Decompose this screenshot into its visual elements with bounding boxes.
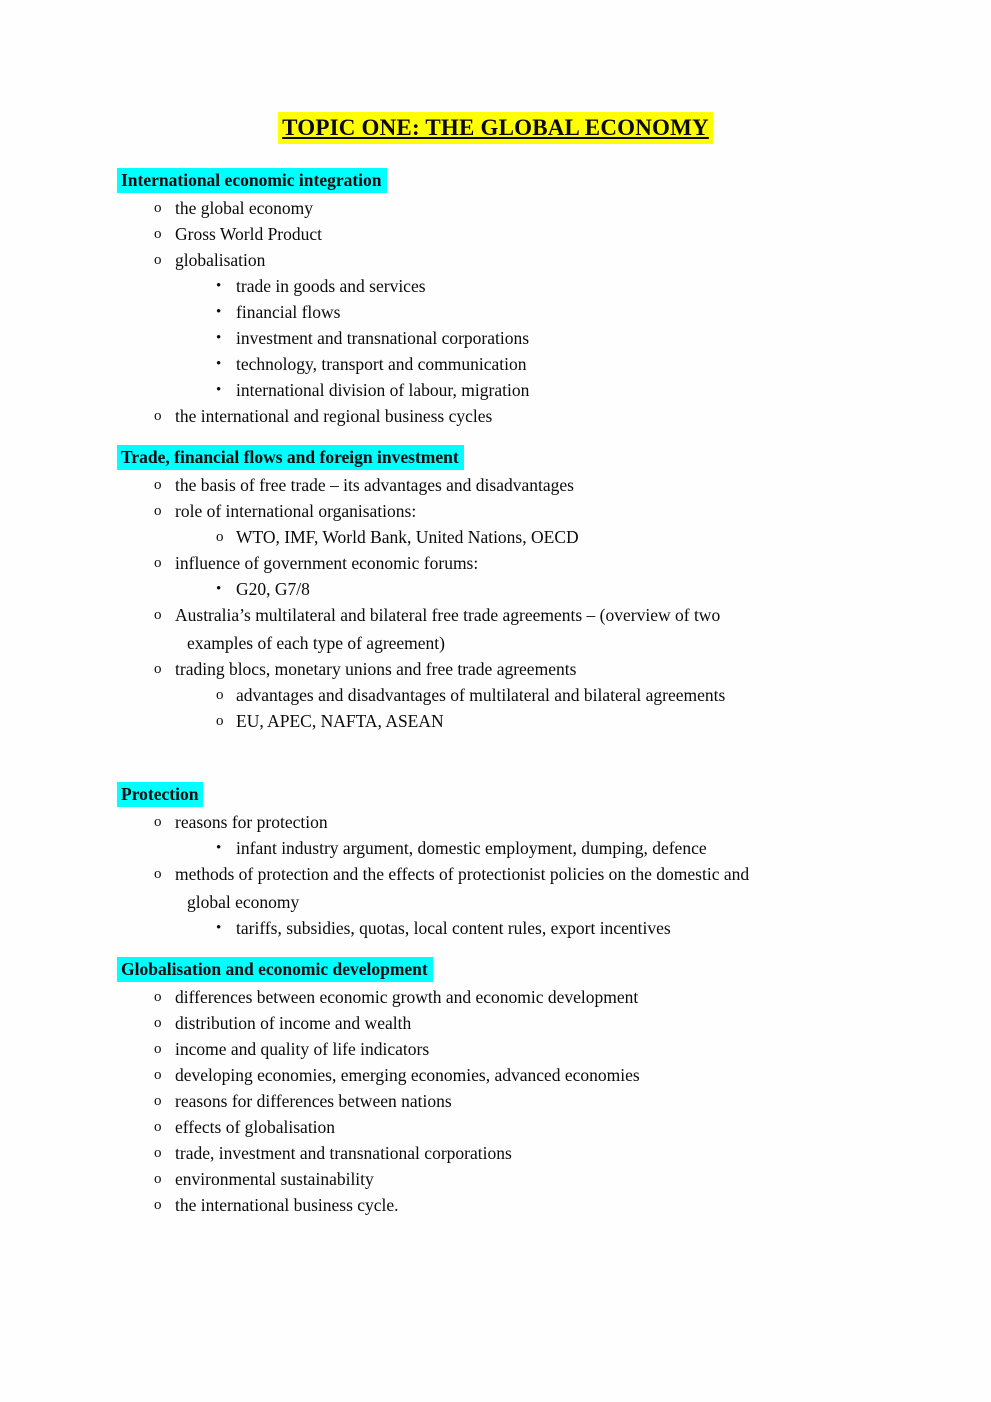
list-item-text: role of international organisations: bbox=[175, 501, 417, 521]
hollow-bullet-icon: o bbox=[154, 814, 162, 830]
list-item-text: technology, transport and communication bbox=[236, 354, 527, 374]
list-item-text: differences between economic growth and economic development bbox=[175, 987, 639, 1007]
list-item-text: methods of protection and the effects of protectionist policies on the domestic and bbox=[175, 864, 750, 884]
hollow-bullet-icon: o bbox=[154, 1145, 162, 1161]
list-item bbox=[117, 1010, 951, 1036]
list-item-text: investment and transnational corporations bbox=[236, 328, 530, 348]
hollow-bullet-icon: o bbox=[216, 687, 224, 703]
list-item-continuation-text: global economy bbox=[187, 892, 300, 912]
list-item-text: globalisation bbox=[175, 250, 266, 270]
list-item-text: influence of government economic forums: bbox=[175, 553, 479, 573]
list-item bbox=[117, 984, 951, 1010]
list-item bbox=[117, 682, 951, 708]
hollow-bullet-icon: o bbox=[154, 1093, 162, 1109]
filled-bullet-icon: • bbox=[216, 581, 222, 597]
list-item-text: the international business cycle. bbox=[175, 1195, 399, 1215]
hollow-bullet-icon: o bbox=[216, 529, 224, 545]
list-item-text: effects of globalisation bbox=[175, 1117, 336, 1137]
list-item-text: EU, APEC, NAFTA, ASEAN bbox=[236, 711, 444, 731]
bullet-list-level-2 bbox=[117, 524, 951, 550]
list-item bbox=[117, 377, 951, 403]
list-item bbox=[117, 656, 951, 682]
bullet-list-level-1 bbox=[117, 550, 951, 576]
list-item bbox=[117, 576, 951, 602]
hollow-bullet-icon: o bbox=[154, 408, 162, 424]
section-heading bbox=[117, 957, 951, 982]
hollow-bullet-icon: o bbox=[154, 661, 162, 677]
list-item bbox=[117, 1166, 951, 1192]
list-item bbox=[117, 221, 951, 247]
list-item-text: G20, G7/8 bbox=[236, 579, 310, 599]
list-item-text: trade, investment and transnational corporations bbox=[175, 1143, 512, 1163]
list-item-text: developing economies, emerging economies, advanced economies bbox=[175, 1065, 640, 1085]
filled-bullet-icon: • bbox=[216, 356, 222, 372]
hollow-bullet-icon: o bbox=[154, 1041, 162, 1057]
section-heading-text: Protection bbox=[117, 782, 203, 807]
document-section bbox=[117, 429, 951, 734]
section-heading bbox=[117, 782, 951, 807]
list-item bbox=[117, 1036, 951, 1062]
list-item-text: the global economy bbox=[175, 198, 314, 218]
list-item bbox=[117, 403, 951, 429]
section-heading bbox=[117, 445, 951, 470]
bullet-list-level-1 bbox=[117, 602, 951, 682]
list-item bbox=[117, 809, 951, 835]
list-item-text: trade in goods and services bbox=[236, 276, 426, 296]
list-item-text: WTO, IMF, World Bank, United Nations, OECD bbox=[236, 527, 579, 547]
list-item-text: Australia’s multilateral and bilateral free trade agreements – (overview of two bbox=[175, 605, 721, 625]
list-item-text: tariffs, subsidies, quotas, local content rules, export incentives bbox=[236, 918, 671, 938]
list-item bbox=[117, 1192, 951, 1218]
list-item bbox=[117, 861, 951, 915]
list-item bbox=[117, 550, 951, 576]
list-item bbox=[117, 708, 951, 734]
hollow-bullet-icon: o bbox=[154, 226, 162, 242]
bullet-list-level-1 bbox=[117, 809, 951, 835]
filled-bullet-icon: • bbox=[216, 840, 222, 856]
document-section bbox=[117, 734, 951, 941]
bullet-list-level-2 bbox=[117, 273, 951, 403]
list-item-text: income and quality of life indicators bbox=[175, 1039, 430, 1059]
list-item-text: advantages and disadvantages of multilateral and bilateral agreements bbox=[236, 685, 726, 705]
list-item-text: the basis of free trade – its advantages and disadvantages bbox=[175, 475, 574, 495]
section-heading-text: Globalisation and economic development bbox=[117, 957, 433, 982]
page-title-text: TOPIC ONE: THE GLOBAL ECONOMY bbox=[278, 112, 713, 144]
hollow-bullet-icon: o bbox=[216, 713, 224, 729]
hollow-bullet-icon: o bbox=[154, 252, 162, 268]
list-item bbox=[117, 1114, 951, 1140]
list-item-continuation-text: examples of each type of agreement) bbox=[187, 633, 445, 653]
list-item bbox=[117, 195, 951, 221]
filled-bullet-icon: • bbox=[216, 278, 222, 294]
hollow-bullet-icon: o bbox=[154, 555, 162, 571]
document-section bbox=[117, 941, 951, 1218]
list-item-text: Gross World Product bbox=[175, 224, 323, 244]
list-item bbox=[117, 602, 951, 656]
bullet-list-level-2 bbox=[117, 835, 951, 861]
hollow-bullet-icon: o bbox=[154, 989, 162, 1005]
list-item-text: reasons for differences between nations bbox=[175, 1091, 452, 1111]
list-item bbox=[117, 299, 951, 325]
hollow-bullet-icon: o bbox=[154, 1067, 162, 1083]
hollow-bullet-icon: o bbox=[154, 1197, 162, 1213]
bullet-list-level-1 bbox=[117, 403, 951, 429]
bullet-list-level-2 bbox=[117, 682, 951, 734]
bullet-list-level-1 bbox=[117, 195, 951, 273]
list-item-text: financial flows bbox=[236, 302, 341, 322]
list-item bbox=[117, 498, 951, 524]
hollow-bullet-icon: o bbox=[154, 607, 162, 623]
section-heading-text: International economic integration bbox=[117, 168, 387, 193]
hollow-bullet-icon: o bbox=[154, 1015, 162, 1031]
hollow-bullet-icon: o bbox=[154, 503, 162, 519]
list-item-text: the international and regional business cycles bbox=[175, 406, 493, 426]
bullet-list-level-1 bbox=[117, 472, 951, 524]
document-section bbox=[117, 168, 951, 429]
list-item bbox=[117, 472, 951, 498]
list-item bbox=[117, 835, 951, 861]
list-item bbox=[117, 524, 951, 550]
list-item-text: reasons for protection bbox=[175, 812, 328, 832]
section-heading bbox=[117, 168, 951, 193]
hollow-bullet-icon: o bbox=[154, 866, 162, 882]
bullet-list-level-1 bbox=[117, 861, 951, 915]
page-title bbox=[0, 112, 991, 144]
bullet-list-level-2 bbox=[117, 576, 951, 602]
document-body bbox=[117, 168, 951, 1218]
hollow-bullet-icon: o bbox=[154, 1171, 162, 1187]
filled-bullet-icon: • bbox=[216, 330, 222, 346]
list-item-text: international division of labour, migration bbox=[236, 380, 530, 400]
list-item bbox=[117, 1088, 951, 1114]
bullet-list-level-2 bbox=[117, 915, 951, 941]
list-item bbox=[117, 273, 951, 299]
list-item bbox=[117, 1062, 951, 1088]
list-item bbox=[117, 1140, 951, 1166]
filled-bullet-icon: • bbox=[216, 920, 222, 936]
filled-bullet-icon: • bbox=[216, 382, 222, 398]
list-item bbox=[117, 325, 951, 351]
list-item-text: distribution of income and wealth bbox=[175, 1013, 412, 1033]
hollow-bullet-icon: o bbox=[154, 477, 162, 493]
filled-bullet-icon: • bbox=[216, 304, 222, 320]
list-item-text: environmental sustainability bbox=[175, 1169, 374, 1189]
hollow-bullet-icon: o bbox=[154, 1119, 162, 1135]
hollow-bullet-icon: o bbox=[154, 200, 162, 216]
list-item bbox=[117, 915, 951, 941]
bullet-list-level-1 bbox=[117, 984, 951, 1218]
list-item-text: infant industry argument, domestic employment, dumping, defence bbox=[236, 838, 707, 858]
list-item-text: trading blocs, monetary unions and free trade agreements bbox=[175, 659, 577, 679]
section-heading-text: Trade, financial flows and foreign investment bbox=[117, 445, 464, 470]
list-item bbox=[117, 247, 951, 273]
list-item bbox=[117, 351, 951, 377]
